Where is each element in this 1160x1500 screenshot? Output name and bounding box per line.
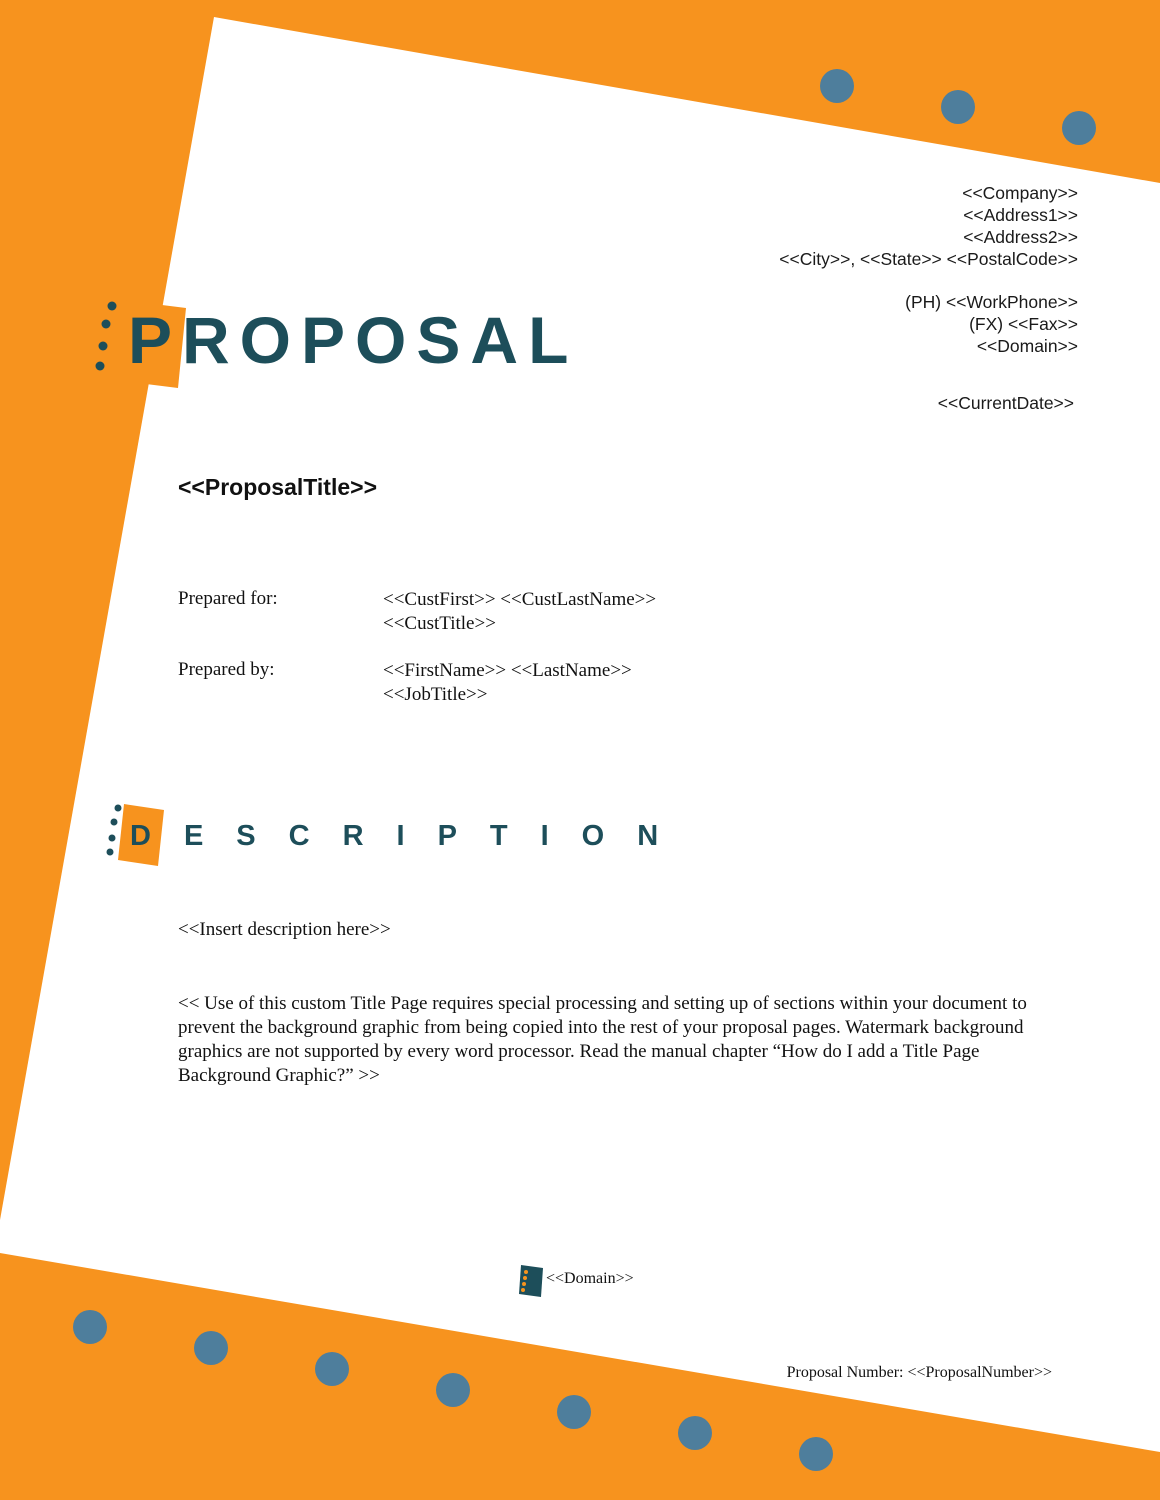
current-date: <<CurrentDate>>: [937, 393, 1074, 413]
description-heading: DESCRIPTION: [130, 820, 692, 852]
footer-domain: <<Domain>>: [546, 1270, 634, 1287]
customer-name: <<CustFirst>> <<CustLastName>>: [383, 589, 657, 610]
prepared-by-label: Prepared by:: [178, 659, 275, 680]
domain: <<Domain>>: [976, 336, 1078, 356]
city-state-zip: <<City>>, <<State>> <<PostalCode>>: [779, 249, 1078, 269]
dot: [436, 1373, 470, 1407]
prepared-for-label: Prepared for:: [178, 588, 278, 609]
company-name: <<Company>>: [962, 183, 1078, 203]
proposal-title: <<ProposalTitle>>: [178, 474, 378, 500]
address-line-2: <<Address2>>: [963, 227, 1078, 247]
description-placeholder: <<Insert description here>>: [178, 919, 391, 940]
dot: [1062, 111, 1096, 145]
company-address-block: [779, 182, 1078, 357]
dot: [820, 69, 854, 103]
proposal-wordmark: PROPOSAL: [128, 303, 579, 377]
proposal-number: Proposal Number: <<ProposalNumber>>: [786, 1364, 1052, 1381]
dots-icon: [96, 302, 117, 371]
dot: [799, 1437, 833, 1471]
dot: [194, 1331, 228, 1365]
dot: [941, 90, 975, 124]
prepared-by-value: [383, 659, 632, 707]
fax: (FX) <<Fax>>: [969, 314, 1078, 334]
footer-logo-icon: [517, 1263, 547, 1299]
description-body: << Use of this custom Title Page requires special processing and setting up of sections within your document to prevent the background graphic from being copied into the rest of your proposal pages. Watermark background graphics are not supported by every word processor. Read the manual chapter “How do I add a Title Page Background Graphic?” >>: [178, 993, 1027, 1086]
dot: [315, 1352, 349, 1386]
dot: [557, 1395, 591, 1429]
customer-title: <<CustTitle>>: [383, 613, 496, 634]
dot: [678, 1416, 712, 1450]
author-name: <<FirstName>> <<LastName>>: [383, 660, 632, 681]
dot: [73, 1310, 107, 1344]
address-line-1: <<Address1>>: [963, 205, 1078, 225]
phone: (PH) <<WorkPhone>>: [905, 292, 1078, 312]
dots-icon: [107, 805, 122, 856]
author-title: <<JobTitle>>: [383, 684, 488, 705]
prepared-for-value: [383, 588, 656, 636]
